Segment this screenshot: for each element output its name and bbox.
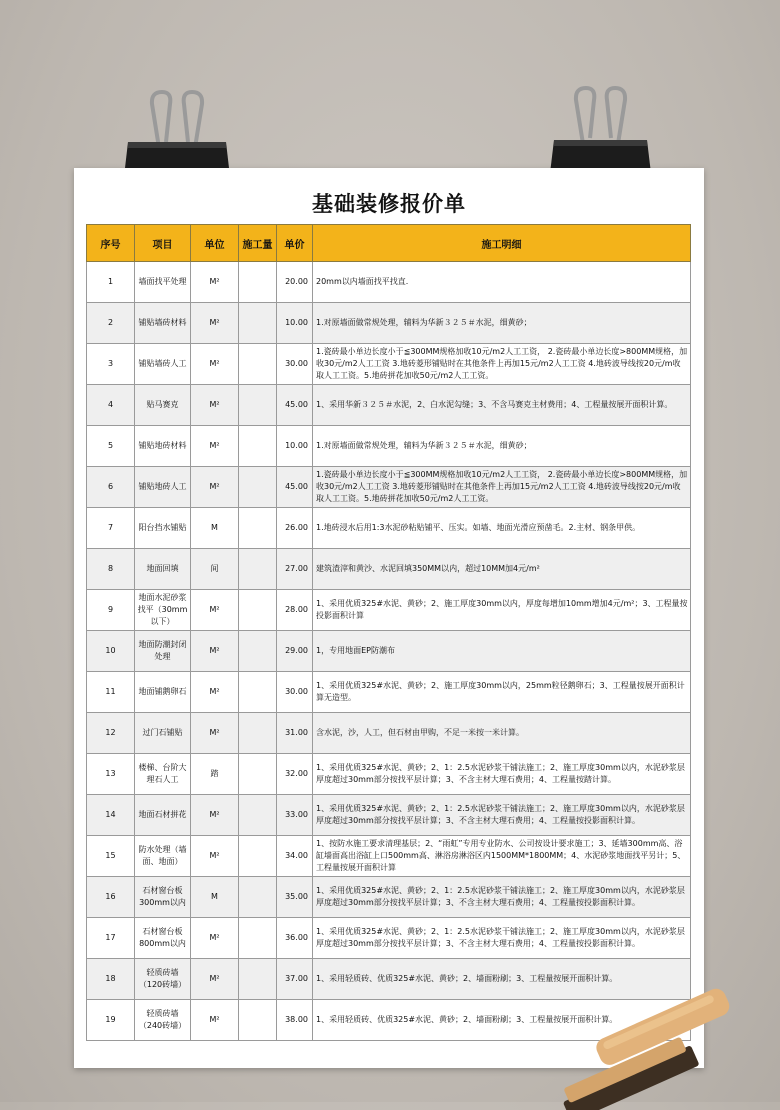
quantity-cell [239,836,277,877]
quantity-cell [239,508,277,549]
table-row [87,836,691,877]
row-number-cell: 11 [87,672,135,713]
construction-detail-cell: 1.对原墙面做常规处理，辅料为华新３２５＃水泥，细黄砂； [313,303,691,344]
item-name-cell: 地面铺鹅卵石 [135,672,191,713]
construction-detail-cell: 1.瓷砖最小单边长度小于≦300MM规格加收10元/m2人工工资， 2.瓷砖最小单边长度>800MM规格，加收30元/m2人工工资 3.地砖菱形铺贴时在其他条件上再加15元/m2人工工资 4.地砖波导线按20元/m收取人工工资。5.地砖拼花加收50元/m2人工工资。 [313,344,691,385]
unit-cell: M² [191,672,239,713]
row-number-cell: 17 [87,918,135,959]
table-row [87,426,691,467]
unit-cell: M² [191,959,239,1000]
construction-detail-cell: 20mm以内墙面找平找直. [313,262,691,303]
item-name-cell: 过门石铺贴 [135,713,191,754]
table-row [87,385,691,426]
table-row [87,795,691,836]
table-row [87,672,691,713]
table-row [87,918,691,959]
item-name-cell: 轻质砖墙（240砖墙） [135,1000,191,1041]
unit-cell: 间 [191,549,239,590]
unit-cell: 踏 [191,754,239,795]
item-name-cell: 铺贴墙砖人工 [135,344,191,385]
construction-detail-cell: 1、采用轻质砖、优质325#水泥、黄砂；2、墙面粉刷；3、工程量按展开面积计算。 [313,1000,691,1041]
column-header-item: 项目 [135,225,191,262]
row-number-cell: 10 [87,631,135,672]
unit-price-cell: 45.00 [277,467,313,508]
unit-price-cell: 26.00 [277,508,313,549]
quantity-cell [239,262,277,303]
table-row [87,467,691,508]
unit-price-cell: 35.00 [277,877,313,918]
table-row [87,508,691,549]
unit-cell: M [191,508,239,549]
quantity-cell [239,1000,277,1041]
row-number-cell: 5 [87,426,135,467]
quantity-cell [239,385,277,426]
unit-price-cell: 20.00 [277,262,313,303]
unit-price-cell: 36.00 [277,918,313,959]
unit-price-cell: 27.00 [277,549,313,590]
construction-detail-cell: 1、采用优质325#水泥、黄砂；2、施工厚度30mm以内，25mm粒径鹅卵石；3、工程量按展开面积计算无造型。 [313,672,691,713]
table-row [87,754,691,795]
quantity-cell [239,344,277,385]
unit-price-cell: 38.00 [277,1000,313,1041]
row-number-cell: 19 [87,1000,135,1041]
quantity-cell [239,672,277,713]
unit-price-cell: 45.00 [277,385,313,426]
quantity-cell [239,426,277,467]
document-title: 基础装修报价单 [312,192,466,216]
unit-price-cell: 32.00 [277,754,313,795]
row-number-cell: 8 [87,549,135,590]
construction-detail-cell: 1.地砖浸水后用1:3水泥砂粘贴铺平、压实。如墙、地面光滑应预凿毛。2.主材、钢条甲供。 [313,508,691,549]
quantity-cell [239,713,277,754]
column-header-price: 单价 [277,225,313,262]
unit-price-cell: 37.00 [277,959,313,1000]
row-number-cell: 9 [87,590,135,631]
table-row [87,549,691,590]
quantity-cell [239,754,277,795]
row-number-cell: 12 [87,713,135,754]
item-name-cell: 铺贴地砖人工 [135,467,191,508]
construction-detail-cell: 1、采用优质325#水泥、黄砂；2、施工厚度30mm以内，厚度每增加10mm增加4元/m²；3、工程量按投影面积计算 [313,590,691,631]
unit-cell: M² [191,918,239,959]
item-name-cell: 石材窗台板300mm以内 [135,877,191,918]
item-name-cell: 地面防潮封闭处理 [135,631,191,672]
row-number-cell: 16 [87,877,135,918]
table-row [87,877,691,918]
item-name-cell: 贴马赛克 [135,385,191,426]
row-number-cell: 13 [87,754,135,795]
item-name-cell: 铺贴墙砖材料 [135,303,191,344]
construction-detail-cell: 1，专用地面EP防潮布 [313,631,691,672]
item-name-cell: 地面水泥砂浆找平（30mm以下） [135,590,191,631]
item-name-cell: 地面回填 [135,549,191,590]
unit-cell: M [191,877,239,918]
column-header-quantity: 施工量 [239,225,277,262]
unit-cell: M² [191,426,239,467]
quote-sheet [74,168,704,1068]
unit-cell: M² [191,836,239,877]
table-row [87,631,691,672]
construction-detail-cell: 1、采用优质325#水泥、黄砂；2、1：2.5水泥砂浆干铺法施工；2、施工厚度30mm以内，水泥砂浆层厚度超过30mm部分按找平层计算；3、不含主材大理石费用；4、工程量按投影面积计算。 [313,795,691,836]
row-number-cell: 2 [87,303,135,344]
construction-detail-cell: 1.瓷砖最小单边长度小于≦300MM规格加收10元/m2人工工资， 2.瓷砖最小单边长度>800MM规格，加收30元/m2人工工资 3.地砖菱形铺贴时在其他条件上再加15元/m2人工工资 4.地砖波导线按20元/m收取人工工资。5.地砖拼花加收50元/m2人工工资。 [313,467,691,508]
table-header-row [87,225,691,262]
column-header-unit: 单位 [191,225,239,262]
unit-price-cell: 10.00 [277,303,313,344]
quantity-cell [239,631,277,672]
item-name-cell: 防水处理（墙面、地面） [135,836,191,877]
row-number-cell: 7 [87,508,135,549]
construction-detail-cell: 1、采用华新３２５＃水泥，2、白水泥勾缝；3、不含马赛克主材费用；4、工程量按展开面积计算。 [313,385,691,426]
row-number-cell: 14 [87,795,135,836]
unit-price-cell: 10.00 [277,426,313,467]
quantity-cell [239,877,277,918]
unit-cell: M² [191,303,239,344]
construction-detail-cell: 含水泥，沙，人工，但石材由甲购，不足一米按一米计算。 [313,713,691,754]
quantity-cell [239,795,277,836]
quantity-cell [239,959,277,1000]
quantity-cell [239,590,277,631]
wooden-stamp-icon [540,980,780,1110]
row-number-cell: 1 [87,262,135,303]
column-header-no: 序号 [87,225,135,262]
unit-cell: M² [191,795,239,836]
quantity-cell [239,549,277,590]
row-number-cell: 6 [87,467,135,508]
row-number-cell: 15 [87,836,135,877]
quantity-cell [239,467,277,508]
unit-price-cell: 30.00 [277,344,313,385]
item-name-cell: 铺贴地砖材料 [135,426,191,467]
unit-cell: M² [191,1000,239,1041]
item-name-cell: 阳台挡水铺贴 [135,508,191,549]
table-row [87,590,691,631]
unit-cell: M² [191,590,239,631]
construction-detail-cell: 1.对原墙面做常规处理，辅料为华新３２５＃水泥，细黄砂； [313,426,691,467]
construction-detail-cell: 1、采用优质325#水泥、黄砂；2、1：2.5水泥砂浆干铺法施工；2、施工厚度30mm以内，水泥砂浆层厚度超过30mm部分按找平层计算；3、不含主材大理石费用；4、工程量按投影面积计算。 [313,918,691,959]
quantity-cell [239,303,277,344]
row-number-cell: 3 [87,344,135,385]
construction-detail-cell: 1、采用优质325#水泥、黄砂；2、1：2.5水泥砂浆干铺法施工；2、施工厚度30mm以内，水泥砂浆层厚度超过30mm部分按找平层计算；3、不含主材大理石费用；4、工程量按投影面积计算。 [313,877,691,918]
construction-detail-cell: 建筑渣滓和黄沙、水泥回填350MM以内，超过10MM加4元/m² [313,549,691,590]
unit-price-cell: 33.00 [277,795,313,836]
unit-price-cell: 29.00 [277,631,313,672]
table-row [87,713,691,754]
unit-price-cell: 34.00 [277,836,313,877]
item-name-cell: 楼梯、台阶大理石人工 [135,754,191,795]
unit-cell: M² [191,385,239,426]
quantity-cell [239,918,277,959]
unit-price-cell: 28.00 [277,590,313,631]
unit-price-cell: 31.00 [277,713,313,754]
row-number-cell: 18 [87,959,135,1000]
unit-cell: M² [191,344,239,385]
table-row [87,262,691,303]
table-row [87,303,691,344]
unit-cell: M² [191,713,239,754]
item-name-cell: 轻质砖墙（120砖墙） [135,959,191,1000]
item-name-cell: 石材窗台板800mm以内 [135,918,191,959]
item-name-cell: 地面石材拼花 [135,795,191,836]
construction-detail-cell: 1、采用轻质砖、优质325#水泥、黄砂；2、墙面粉刷；3、工程量按展开面积计算。 [313,959,691,1000]
construction-detail-cell: 1、采用优质325#水泥、黄砂；2、1：2.5水泥砂浆干铺法施工；2、施工厚度30mm以内，水泥砂浆层厚度超过30mm部分按找平层计算；3、不含主材大理石费用；4、工程量按踏计算。 [313,754,691,795]
unit-cell: M² [191,631,239,672]
construction-detail-cell: 1、按防水施工要求清理基层；2、“雨虹”专用专业防水、公司按设计要求施工；3、延墙300mm高、浴缸墙面高出浴缸上口500mm高、淋浴房淋浴区内1500MM*1800MM；4、水泥砂浆地面找平另计；5、工程量按展开面积计算 [313,836,691,877]
column-header-detail: 施工明细 [313,225,691,262]
table-row [87,344,691,385]
unit-cell: M² [191,262,239,303]
unit-price-cell: 30.00 [277,672,313,713]
unit-cell: M² [191,467,239,508]
quote-table [86,224,691,1041]
item-name-cell: 墙面找平处理 [135,262,191,303]
row-number-cell: 4 [87,385,135,426]
